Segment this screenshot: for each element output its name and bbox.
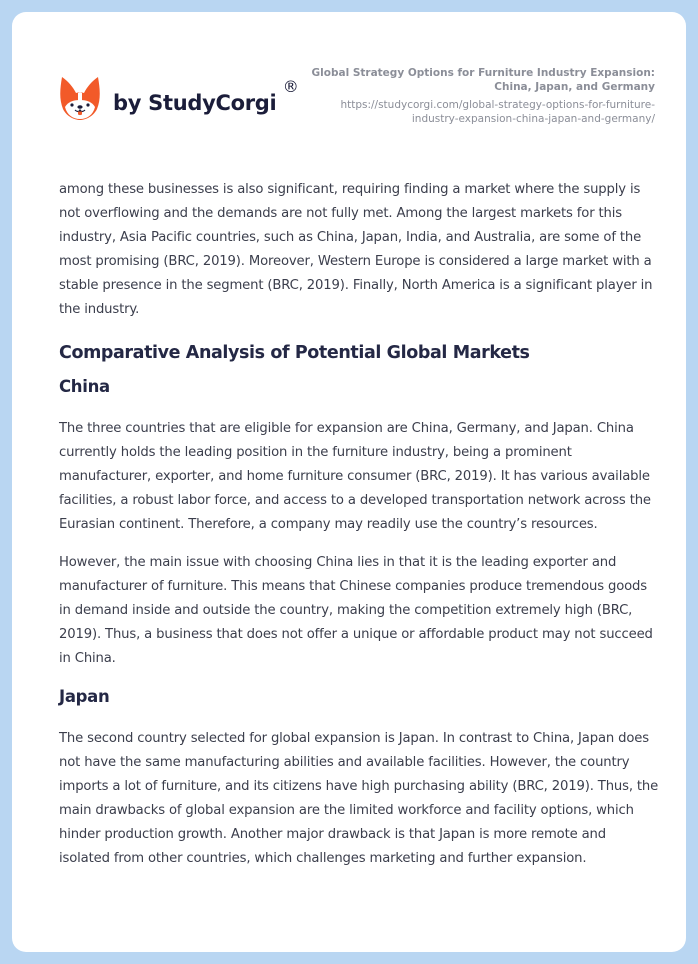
registered-mark: ® bbox=[282, 77, 299, 96]
document-title-line-2: China, Japan, and Germany bbox=[494, 81, 655, 93]
japan-paragraph-1: The second country selected for global expansion is Japan. In contrast to China, Japan does not have the same manufacturing abilities and available facilities. However, the country imports a lot of furniture, and its citizens have high purchasing ability (BRC, 2019). Thus, the main drawbacks of global expansion are the limited workforce and facility options, which hinder production growth. Another major drawback is that Japan is more remote and isolated from other countries, which challenges marketing and further expansion. bbox=[59, 731, 659, 866]
document-url-line-1[interactable]: https://studycorgi.com/global-strategy-options-for-furniture- bbox=[340, 99, 655, 111]
studycorgi-logo[interactable] bbox=[59, 75, 299, 121]
document-card bbox=[12, 12, 686, 952]
intro-paragraph: among these businesses is also significant, requiring finding a market where the supply is not overflowing and the demands are not fully met. Among the largest markets for this industry, Asia Pacific countries, such as China, Japan, India, and Australia, are some of the most promising (BRC, 2019). Moreover, Western Europe is considered a large market with a stable presence in the segment (BRC, 2019). Finally, North America is a significant player in the industry. bbox=[59, 182, 653, 317]
brand-name bbox=[113, 77, 299, 115]
article-body bbox=[59, 178, 659, 885]
subsection-heading-japan: Japan bbox=[59, 687, 110, 706]
page-header bbox=[12, 12, 686, 162]
document-info bbox=[275, 66, 655, 126]
document-title bbox=[275, 66, 655, 94]
section-heading: Comparative Analysis of Potential Global Markets bbox=[59, 343, 530, 363]
document-title-line-1: Global Strategy Options for Furniture Industry Expansion: bbox=[311, 67, 655, 79]
corgi-icon bbox=[59, 75, 101, 121]
china-paragraph-1: The three countries that are eligible for expansion are China, Germany, and Japan. China currently holds the leading position in the furniture industry, being a prominent manufacturer, exporter, and home furniture consumer (BRC, 2019). It has various available facilities, a robust labor force, and access to a developed transportation network across the Eurasian continent. Therefore, a company may readily use the country’s resources. bbox=[59, 421, 651, 532]
china-paragraph-2: However, the main issue with choosing China lies in that it is the leading exporter and manufacturer of furniture. This means that Chinese companies produce tremendous goods in demand inside and outside the country, making the competition extremely high (BRC, 2019). Thus, a business that does not offer a unique or affordable product may not succeed in China. bbox=[59, 555, 653, 666]
document-url-line-2[interactable]: industry-expansion-china-japan-and-germany/ bbox=[411, 113, 655, 125]
brand-text: by StudyCorgi bbox=[113, 91, 277, 115]
subsection-heading-china: China bbox=[59, 377, 110, 396]
document-url[interactable] bbox=[275, 98, 655, 126]
